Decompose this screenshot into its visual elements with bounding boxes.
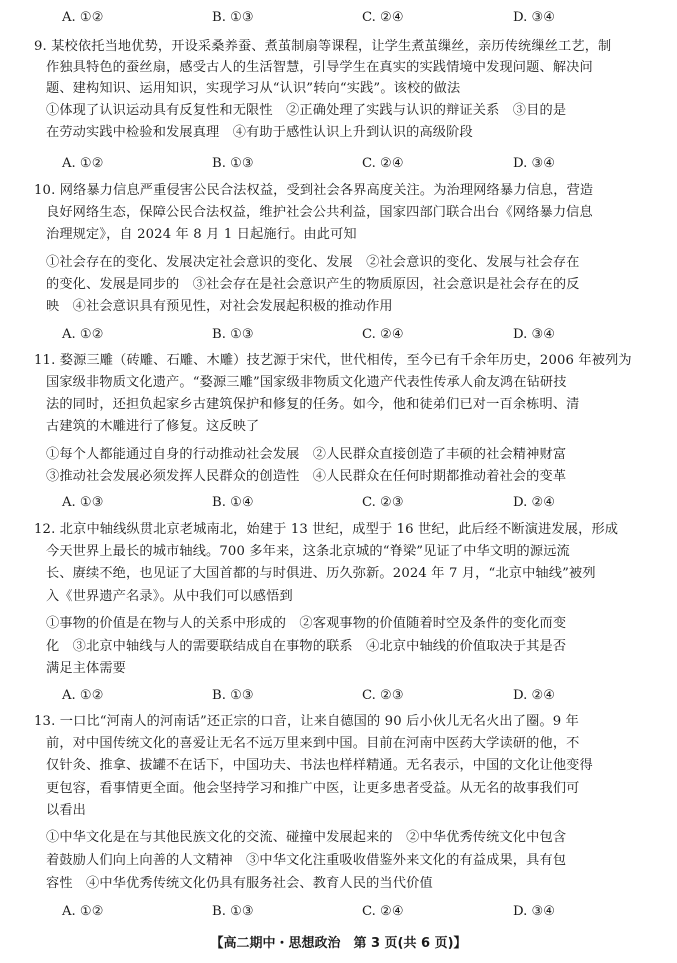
q11-stem-line-4: 古建筑的木雕进行了修复。这反映了 — [46, 419, 260, 434]
q13-option-c: C. ②④ — [362, 904, 404, 919]
q10-options — [0, 325, 677, 344]
q12-choice-line-3: 满足主体需要 — [46, 661, 127, 676]
q10-option-b: B. ①③ — [212, 327, 254, 342]
q9-stem-line-1: 9. 某校依托当地优势，开设采桑养蚕、煮茧制扇等课程，让学生煮茧缫丝，亲历传统缫丝工艺，制 — [34, 39, 612, 54]
q10-stem-line-1: 10. 网络暴力信息严重侵害公民合法权益，受到社会各界高度关注。为治理网络暴力信息，营造 — [34, 183, 594, 198]
q13-choice-line-2: 着鼓励人们向上向善的人文精神 ③中华文化注重吸收借鉴外来文化的有益成果，具有包 — [46, 853, 567, 868]
q13-stem-line-2: 前，对中国传统文化的喜爱让无名不远万里来到中国。目前在河南中医药大学读研的他，不 — [46, 736, 580, 751]
q11-stem-line-3: 法的同时，还担负起家乡古建筑保护和修复的任务。如今，他和徒弟们已对一百余栋明、清 — [46, 397, 580, 412]
q11-option-d: D. ②④ — [513, 495, 556, 510]
page-footer: 【高二期中・思想政治 第 3 页(共 6 页)】 — [210, 936, 467, 951]
q12-stem-line-2: 今天世界上最长的城市轴线。700 多年来，这条北京城的“脊梁”见证了中华文明的源远流 — [46, 544, 570, 559]
q8-option-b: B. ①③ — [212, 10, 254, 25]
q12-stem-line-3: 长、赓续不绝，也见证了大国首都的与时俱进、历久弥新。2024 年 7 月，“北京中轴线”被列 — [46, 566, 596, 581]
q11-option-b: B. ①④ — [212, 495, 254, 510]
q12-options — [0, 686, 677, 705]
q9-option-d: D. ③④ — [513, 156, 556, 171]
q10-choice-line-3: 映 ④社会意识具有预见性，对社会发展起积极的推动作用 — [46, 299, 393, 314]
q13-option-b: B. ①③ — [212, 904, 254, 919]
q11-stem-line-2: 国家级非物质文化遗产。“婺源三雕”国家级非物质文化遗产代表性传承人俞友鸿在钻研技 — [46, 375, 567, 390]
q12-stem-line-4: 入《世界遗产名录》。从中我们可以感悟到 — [46, 589, 293, 604]
q9-choice-line-2: 在劳动实践中检验和发展真理 ④有助于感性认识上升到认识的高级阶段 — [46, 125, 473, 140]
q9-option-b: B. ①③ — [212, 156, 254, 171]
q8-option-d: D. ③④ — [513, 10, 556, 25]
q9-options — [0, 154, 677, 173]
q10-option-c: C. ②④ — [362, 327, 404, 342]
q11-choice-line-2: ③推动社会发展必须发挥人民群众的创造性 ④人民群众在任何时期都推动着社会的变革 — [46, 469, 567, 484]
q10-option-a: A. ①② — [62, 327, 104, 342]
q8-option-a: A. ①② — [62, 10, 104, 25]
q10-choice-line-2: 的变化、发展是同步的 ③社会存在是社会意识产生的物质原因，社会意识是社会存在的反 — [46, 277, 580, 292]
q13-options — [0, 902, 677, 921]
q11-option-c: C. ②③ — [362, 495, 404, 510]
q8-option-c: C. ②④ — [362, 10, 404, 25]
q13-stem-line-5: 以看出 — [46, 803, 87, 818]
q13-option-d: D. ③④ — [513, 904, 556, 919]
q9-choice-line-1: ①体现了认识运动具有反复性和无限性 ②正确处理了实践与认识的辩证关系 ③目的是 — [46, 103, 567, 118]
q9-stem-line-3: 题、建构知识、运用知识，实现学习从“认识”转向“实践”。该校的做法 — [46, 81, 461, 96]
q13-stem-line-3: 仅针灸、推拿、拔罐不在话下，中国功夫、书法也样样精通。无名表示，中国的文化让他变得 — [46, 758, 593, 773]
q11-options — [0, 493, 677, 512]
q11-stem-line-1: 11. 婺源三雕（砖雕、石雕、木雕）技艺源于宋代，世代相传，至今已有千余年历史，2006 年被列为 — [34, 353, 632, 368]
q10-choice-line-1: ①社会存在的变化、发展决定社会意识的变化、发展 ②社会意识的变化、发展与社会存在 — [46, 255, 580, 270]
q13-option-a: A. ①② — [62, 904, 104, 919]
q13-choice-line-3: 容性 ④中华优秀传统文化仍具有服务社会、教育人民的当代价值 — [46, 876, 433, 891]
q9-stem-line-2: 作独具特色的蚕丝扇，感受古人的生活智慧，引导学生在真实的实践情境中发现问题、解决问 — [46, 60, 593, 75]
q12-stem-line-1: 12. 北京中轴线纵贯北京老城南北，始建于 13 世纪，成型于 16 世纪，此后经不断演进发展，形成 — [34, 522, 619, 537]
q12-choice-line-1: ①事物的价值是在物与人的关系中形成的 ②客观事物的价值随着时空及条件的变化而变 — [46, 616, 567, 631]
q12-option-d: D. ②④ — [513, 688, 556, 703]
q10-option-d: D. ③④ — [513, 327, 556, 342]
q12-option-b: B. ①③ — [212, 688, 254, 703]
q9-option-c: C. ②④ — [362, 156, 404, 171]
q12-choice-line-2: 化 ③北京中轴线与人的需要联结成自在事物的联系 ④北京中轴线的价值取决于其是否 — [46, 639, 567, 654]
q13-choice-line-1: ①中华文化是在与其他民族文化的交流、碰撞中发展起来的 ②中华优秀传统文化中包含 — [46, 830, 567, 845]
q11-option-a: A. ①③ — [62, 495, 104, 510]
q13-stem-line-4: 更包容，看事情更全面。他会坚持学习和推广中医，让更多患者受益。从无名的故事我们可 — [46, 781, 580, 796]
q13-stem-line-1: 13. 一口比“河南人的河南话”还正宗的口音，让来自德国的 90 后小伙儿无名火出了圈。9 年 — [34, 714, 580, 729]
q12-option-c: C. ②③ — [362, 688, 404, 703]
q10-stem-line-3: 治理规定》，自 2024 年 8 月 1 日起施行。由此可知 — [46, 227, 357, 242]
q8-options — [0, 8, 677, 27]
q10-stem-line-2: 良好网络生态，保障公民合法权益，维护社会公共利益，国家四部门联合出台《网络暴力信息 — [46, 205, 593, 220]
q11-choice-line-1: ①每个人都能通过自身的行动推动社会发展 ②人民群众直接创造了丰硕的社会精神财富 — [46, 447, 567, 462]
q12-option-a: A. ①② — [62, 688, 104, 703]
q9-option-a: A. ①② — [62, 156, 104, 171]
